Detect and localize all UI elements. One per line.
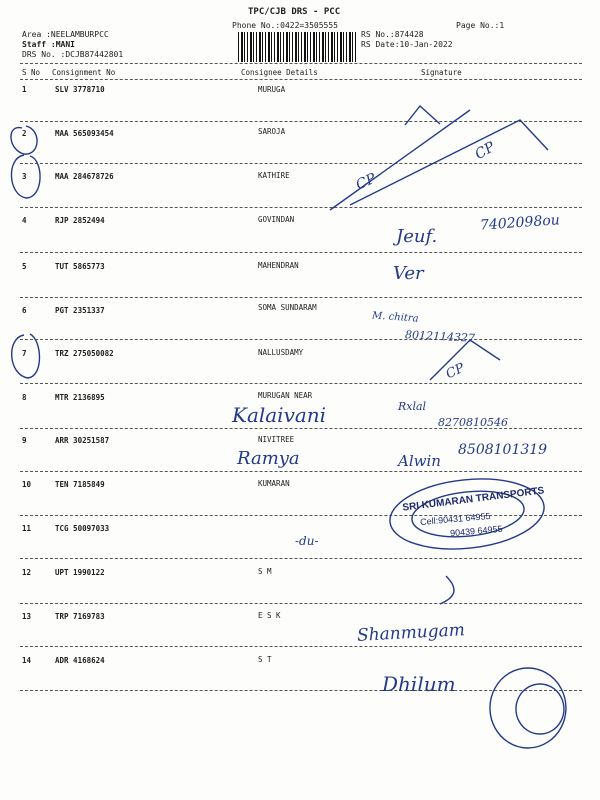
phone-number: Phone No.:0422=3505555 [232,21,338,30]
handwritten-phone-row-8: 8270810546 [438,416,508,429]
circle-row-3 [11,155,40,198]
rs-date: RS Date:10-Jan-2022 [361,40,453,49]
row-consignment: RJP 2852494 [55,216,105,225]
delivery-strike-2 [350,120,548,205]
signature-row-9: Alwin [398,452,441,470]
row-consignment: UPT 1990122 [55,568,105,577]
area-field: Area :NEELAMBURPCC [22,30,109,39]
page-number: Page No.:1 [456,21,505,30]
row-sno: 3 [22,172,27,181]
row-consignment: TUT 5865773 [55,262,105,271]
signature-row-5: Ver [393,263,424,284]
handwritten-cp-2: CP [472,139,498,163]
row-sno: 8 [22,393,27,402]
circle-row-2 [11,126,37,154]
row-sno: 11 [22,524,32,533]
row-consignment: TRZ 275050082 [55,349,114,358]
row-consignment: TRP 7169783 [55,612,105,621]
handwritten-name-row-9: Ramya [237,448,300,469]
delivery-strike-3 [405,106,440,125]
row-sno: 9 [22,436,27,445]
row-consignment: SLV 3778710 [55,85,105,94]
signature-row-11: -du- [295,534,319,548]
handwritten-cp-row-7: CP [443,360,467,383]
row-consignee: NALLUSDAMY [258,348,304,357]
row-sno: 10 [22,480,32,489]
row-consignment: ARR 30251587 [55,436,110,445]
stamp-cell-1: Cell:90431 64955 [419,510,491,528]
drs-number: DRS No. :DCJB87442801 [22,50,124,59]
handwritten-cp-1: CP [353,170,379,194]
handwritten-name-row-8: Kalaivani [232,403,327,427]
handwritten-name-row-6: M. chitra [371,310,419,325]
row-sno: 2 [22,129,27,138]
row-sno: 13 [22,612,32,621]
staff-field: Staff :MANI [22,40,75,49]
handwritten-phone-row-4: 7402098ou [479,212,561,234]
row-consignment: MTR 2136895 [55,393,105,402]
row-consignee: NIVITREE [258,435,295,444]
seal-inner [516,684,564,734]
sig-13-loop [440,576,454,604]
row-consignment: MAA 565093454 [55,129,114,138]
seal-outer [490,668,566,748]
col-consignee: Consignee Details [241,68,318,77]
row-sno: 12 [22,568,32,577]
row-consignee: MAHENDRAN [258,261,299,270]
row-sno: 1 [22,85,27,94]
row-consignment: TCG 50097033 [55,524,110,533]
row-sno: 4 [22,216,27,225]
row-consignee: MURUGAN NEAR [258,391,313,400]
col-sno: S No [22,68,41,77]
row-consignee: GOVINDAN [258,215,295,224]
circle-row-7 [12,334,40,378]
row-consignee: SOMA SUNDARAM [258,303,317,312]
signature-row-4: Jeuf. [396,226,438,247]
document-title: TPC/CJB DRS - PCC [248,7,341,17]
row-consignment: TEN 7185849 [55,480,105,489]
col-consignment: Consignment No [52,68,116,77]
row-consignee: SAROJA [258,127,286,136]
handwritten-phone-row-9: 8508101319 [458,442,548,458]
row-consignee: E S K [258,611,281,620]
row-consignee: S T [258,655,272,664]
signature-row-14: Dhilum [382,672,456,696]
row-consignee: MURUGA [258,85,286,94]
row-consignment: MAA 284678726 [55,172,114,181]
signature-row-8: Rxlal [398,400,427,413]
signature-row-13: Shanmugam [356,620,466,646]
row-consignment: ADR 4168624 [55,656,105,665]
stamp-cell-2: 90439 64955 [449,523,503,539]
delivery-strike-1 [330,110,470,210]
handwritten-phone-row-6: 8012114327 [404,328,476,345]
row-consignee: KUMARAN [258,479,290,488]
stamp-company: SRI KUMARAN TRANSPORTS [401,485,545,514]
row-consignment: PGT 2351337 [55,306,105,315]
row-sno: 5 [22,262,27,271]
row-consignee: S M [258,567,272,576]
row-sno: 7 [22,349,27,358]
row-sno: 6 [22,306,27,315]
row-consignee: KATHIRE [258,171,290,180]
rs-number: RS No.:874428 [361,30,424,39]
col-signature: Signature [421,68,462,77]
row-sno: 14 [22,656,32,665]
